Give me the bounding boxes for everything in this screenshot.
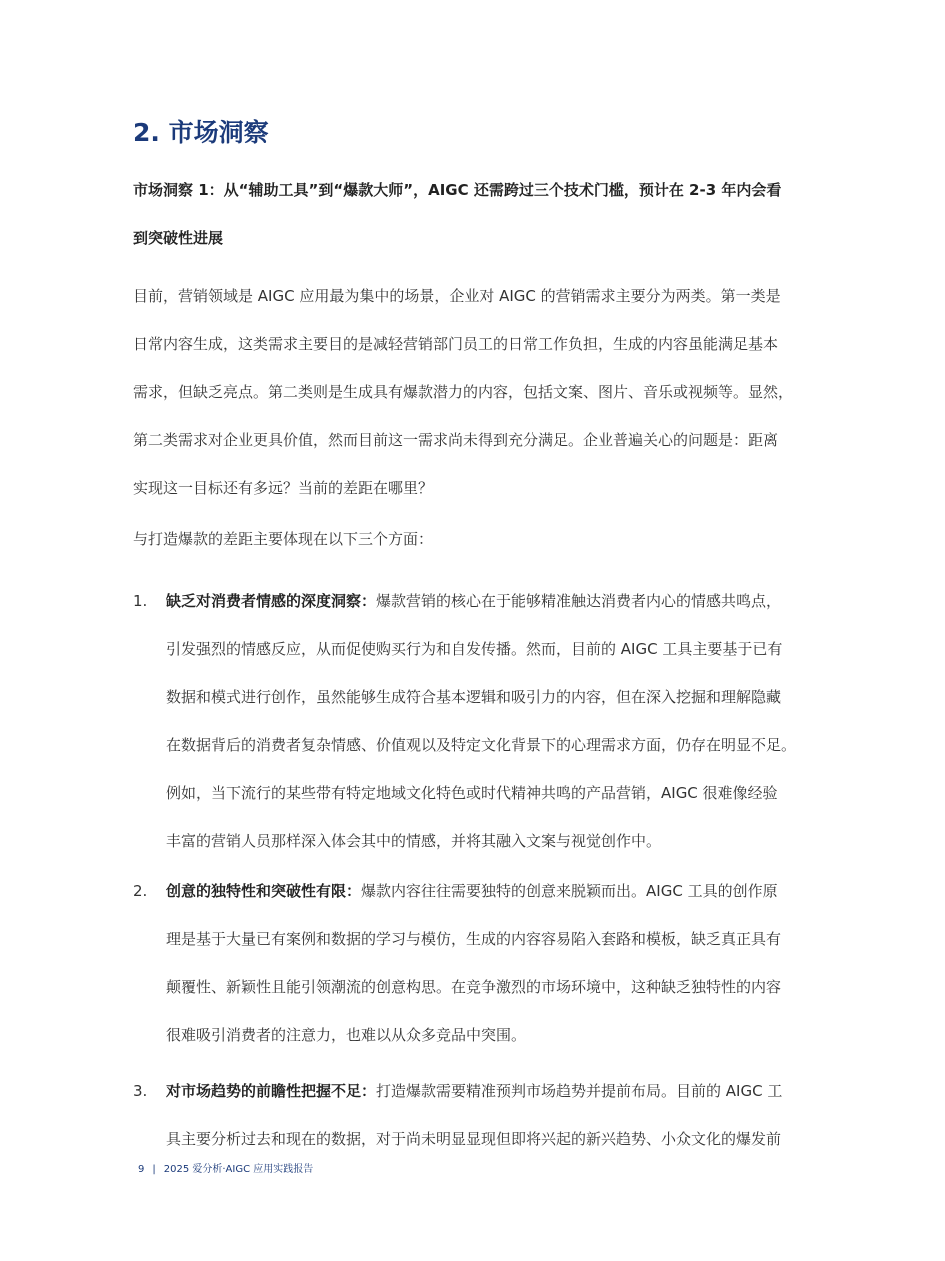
list-item-body [166,867,826,1059]
page-number: 9 [138,1164,145,1175]
list-item-line: 理是基于大量已有案例和数据的学习与模仿，生成的内容容易陷入套路和模板，缺乏真正具有 [166,930,782,948]
list-item-text: 打造爆款需要精准预判市场趋势并提前布局。目前的 AIGC 工 [376,1082,783,1100]
list-item-first-line [166,867,826,915]
footer-separator: | [152,1164,156,1175]
list-item-title: 创意的独特性和突破性有限： [166,882,362,900]
list-item-title: 缺乏对消费者情感的深度洞察： [166,592,377,610]
list-item-line: 引发强烈的情感反应，从而促使购买行为和自发传播。然而，目前的 AIGC 工具主要基于已有 [166,640,783,658]
list-number: 2. [133,882,148,900]
list-item-line: 例如，当下流行的某些带有特定地域文化特色或时代精神共鸣的产品营销，AIGC 很难像经验 [166,784,778,802]
list-item-text: 爆款营销的核心在于能够精准触达消费者内心的情感共鸣点， [376,592,782,610]
insight-heading-line: 到突破性进展 [133,229,224,247]
intro-line: 实现这一目标还有多远？当前的差距在哪里？ [133,479,434,497]
intro-line: 日常内容生成，这类需求主要目的是减轻营销部门员工的日常工作负担，生成的内容虽能满足基本 [133,335,779,353]
list-item-line: 很难吸引消费者的注意力，也难以从众多竞品中突围。 [166,1026,527,1044]
report-title: 2025 爱分析·AIGC 应用实践报告 [163,1164,314,1175]
list-item-line: 颠覆性、新颖性且能引领潮流的创意构思。在竞争激烈的市场环境中，这种缺乏独特性的内容 [166,978,782,996]
insight-heading [133,166,823,262]
list-item-text: 爆款内容往往需要独特的创意来脱颖而出。AIGC 工具的创作原 [361,882,778,900]
list-number: 1. [133,592,148,610]
list-item-first-line [166,1067,826,1115]
intro-paragraph [133,272,823,512]
list-item-first-line [166,577,826,625]
list-item-body [166,1067,826,1163]
lead-line: 与打造爆款的差距主要体现在以下三个方面： [133,530,434,548]
list-item-title: 对市场趋势的前瞻性把握不足： [166,1082,377,1100]
insight-heading-line: 市场洞察 1：从“辅助工具”到“爆款大师”，AIGC 还需跨过三个技术门槛，预计在 2-3 年内会看 [133,181,782,199]
list-number: 3. [133,1082,148,1100]
list-item-line: 在数据背后的消费者复杂情感、价值观以及特定文化背景下的心理需求方面，仍存在明显不足。 [166,736,797,754]
intro-line: 目前，营销领域是 AIGC 应用最为集中的场景，企业对 AIGC 的营销需求主要分为两类。第一类是 [133,287,781,305]
list-item-line: 具主要分析过去和现在的数据，对于尚未明显显现但即将兴起的新兴趋势、小众文化的爆发前 [166,1130,782,1148]
intro-line: 第二类需求对企业更具价值，然而目前这一需求尚未得到充分满足。企业普遍关心的问题是：距离 [133,431,779,449]
page-footer [138,1162,313,1178]
list-item-body [166,577,826,865]
lead-paragraph [133,515,823,563]
section-title: 2. 市场洞察 [133,118,269,147]
list-item-line: 丰富的营销人员那样深入体会其中的情感，并将其融入文案与视觉创作中。 [166,832,662,850]
intro-line: 需求，但缺乏亮点。第二类则是生成具有爆款潜力的内容，包括文案、图片、音乐或视频等。显然， [133,383,794,401]
list-item-line: 数据和模式进行创作，虽然能够生成符合基本逻辑和吸引力的内容，但在深入挖掘和理解隐藏 [166,688,782,706]
